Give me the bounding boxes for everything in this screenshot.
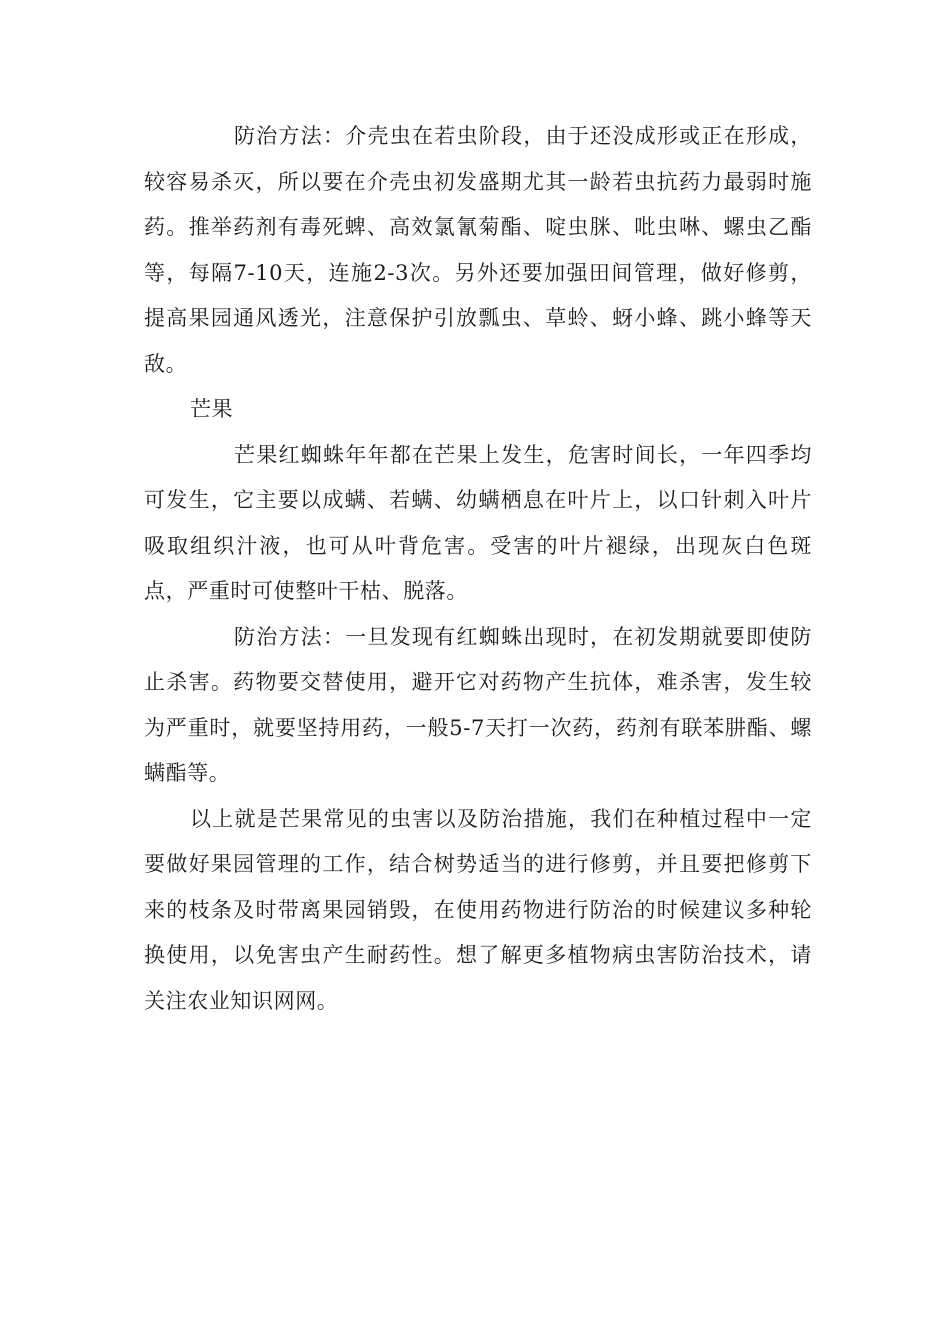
paragraph-red-spider-control: 防治方法：一旦发现有红蜘蛛出现时，在初发期就要即使防止杀害。药物要交替使用，避开它对药物产生抗体，难杀害，发生较为严重时，就要坚持用药，一般5-7天打一次药，药剂有联苯肼酯、螺螨酯等。 [144, 624, 812, 785]
paragraph-conclusion: 以上就是芒果常见的虫害以及防治措施，我们在种植过程中一定要做好果园管理的工作，结合树势适当的进行修剪，并且要把修剪下来的枝条及时带离果园销毁，在使用药物进行防治的时候建议多种轮换使用，以免害虫产生耐药性。想了解更多植物病虫害防治技术，请关注农业知识网网。 [144, 806, 812, 1013]
paragraph-scale-insect-control: 防治方法：介壳虫在若虫阶段，由于还没成形或正在形成，较容易杀灭，所以要在介壳虫初发盛期尤其一龄若虫抗药力最弱时施药。推举药剂有毒死蜱、高效氯氰菊酯、啶虫脒、吡虫啉、螺虫乙酯等，每隔7-10天，连施2-3次。另外还要加强田间管理，做好修剪，提高果园通风透光，注意保护引放瓢虫、草蛉、蚜小蜂、跳小蜂等天敌。 [144, 124, 812, 376]
paragraph-red-spider-description: 芒果红蜘蛛年年都在芒果上发生，危害时间长，一年四季均可发生，它主要以成螨、若螨、幼螨栖息在叶片上，以口针刺入叶片吸取组织汁液，也可从叶背危害。受害的叶片褪绿，出现灰白色斑点，严重时可使整叶干枯、脱落。 [144, 442, 812, 603]
section-heading-mango: 芒果 [190, 397, 234, 421]
document-body [144, 114, 812, 1024]
